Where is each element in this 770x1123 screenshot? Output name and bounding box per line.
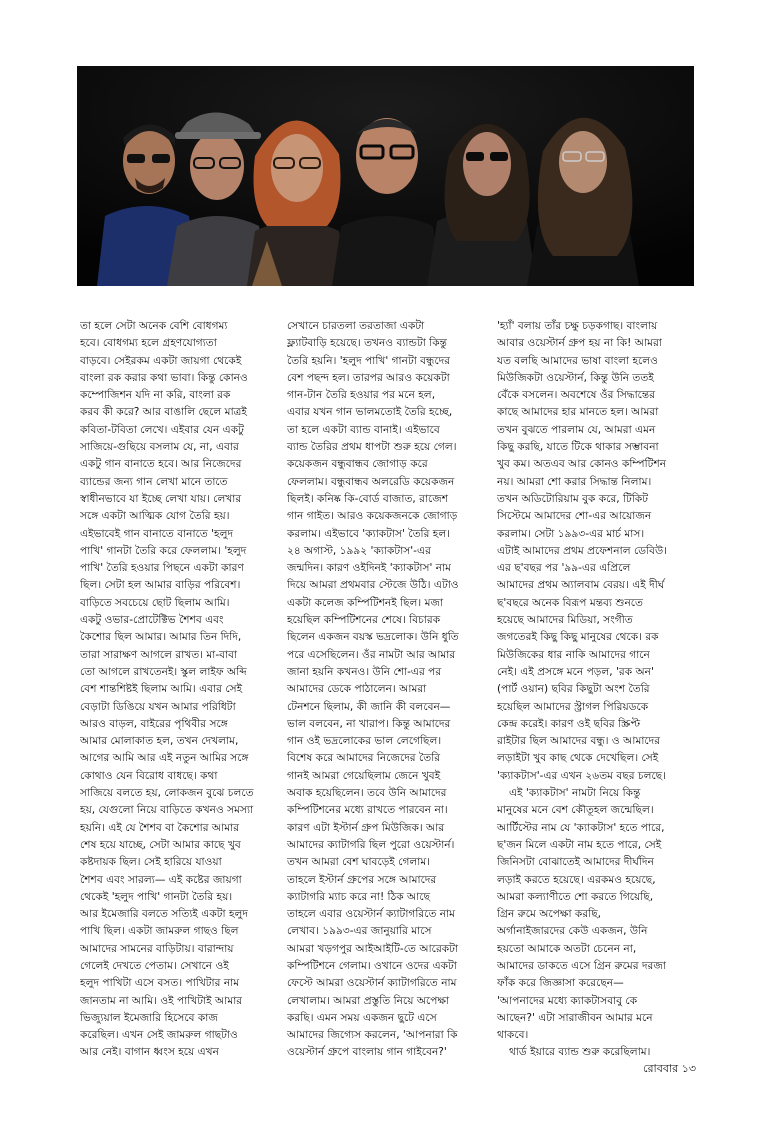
text-line: শেষ হয়ে যাচ্ছে, সেটা আমার কাছে খুব xyxy=(80,838,241,851)
text-line: মিউজিকটা ওয়েস্টার্ন, কিন্তু উনি ততই xyxy=(497,371,654,384)
text-line: সাজিয়ে বলতে হয়, লোকজন বুঝে চলতে xyxy=(80,787,254,800)
text-line: রাইটার ছিল আমাদের বন্ধু। ও আমাদের xyxy=(497,735,661,748)
text-line: হয়েছিল কম্পিটিশনের শেষে। বিচারক xyxy=(287,614,441,627)
text-line: খুব কম। অতএব আর কোনও কম্পিটিশন xyxy=(497,458,667,471)
text-line: কম্পিটিশনের মধ্যে রাখতে পারবেন না। xyxy=(287,804,448,817)
text-line: কষ্টদায়ক ছিল। সেই হারিয়ে যাওয়া xyxy=(80,856,222,869)
text-line: কিছু করছি, যাতে টিকে থাকার সম্ভাবনা xyxy=(497,441,659,454)
text-line: তাহলে ইস্টার্ন গ্রুপের সঙ্গে আমাদের xyxy=(287,873,437,886)
text-line: জগতেরই কিছু কিছু মানুষের থেকে। রক xyxy=(497,631,659,644)
text-line: গান গাইত। আরও কয়েকজনকে জোগাড় xyxy=(287,510,458,523)
text-line: গান-টান তৈরি হওয়ার পর মনে হল, xyxy=(287,389,436,402)
text-column-1 xyxy=(80,318,271,1062)
text-line: আছেন?' এটা সারাজীবন আমার মনে xyxy=(497,1011,653,1024)
text-line: এটাই আমাদের প্রথম প্রফেশনাল ডেবিউ। xyxy=(497,544,668,557)
text-line: বাড়বে। সেইরকম একটা জায়গা থেকেই xyxy=(80,354,242,367)
text-line: গেলেই দেখতে পেতাম। সেখানে ওই xyxy=(80,959,229,972)
text-line: তো আগলে রাখতেনই। স্কুল লাইফ অব্দি xyxy=(80,665,247,678)
text-line: গান ওই ভদ্রলোকের ভাল লেগেছিল। xyxy=(287,735,442,748)
band-member-3 xyxy=(247,120,347,286)
text-line: তখন আমরা বেশ ঘাবড়েই গেলাম। xyxy=(287,856,431,869)
text-line: লেখাব। ১৯৯৩-এর জানুয়ারি মাসে xyxy=(287,925,432,938)
text-line: আর্টিস্টের নাম যে 'ক্যাকটাস' হতে পারে, xyxy=(497,821,665,834)
text-line: ক্যাটাগরি ম্যাচ করে না! ঠিক আছে xyxy=(287,890,431,903)
text-line: আমাদের ক্যাটাগরি ছিল পুরো ওয়েস্টার্ন। xyxy=(287,838,455,851)
text-line: ভাল বলবেন, না খারাপ। কিন্তু আমাদের xyxy=(287,717,451,730)
text-line: এই 'ক্যাকটাস' নামটা নিয়ে কিন্তু xyxy=(509,787,641,800)
text-line: হয়, যেগুলো নিয়ে বাড়িতে কখনও সমস্যা xyxy=(80,804,254,817)
text-line: আবার ওয়েস্টার্ন গ্রুপ হয় না কি! আমরা xyxy=(497,337,662,350)
text-line: 'আপনাদের মধ্যে ক্যাকটাসবাবু কে xyxy=(497,994,638,1007)
text-line: করলাম। সেটা ১৯৯৩-এর মার্চ মাস। xyxy=(497,527,645,540)
text-line: থেকেই 'হলুদ পাখি' গানটা তৈরি হয়। xyxy=(80,890,233,903)
text-line: সেখানে চারতলা তরতাজা একটা xyxy=(287,320,425,332)
text-line: কারণ এটা ইস্টার্ন গ্রুপ মিউজিক। আর xyxy=(287,821,445,834)
text-line: তা হলে সেটা অনেক বেশি বোধগম্য xyxy=(80,320,228,332)
text-line: ভিজ্যুয়াল ইমেজারি হিসেবে কাজ xyxy=(80,1011,218,1024)
text-line: 'হ্যাঁ' বলায় তাঁর চক্ষু চড়কগাছ। বাংলায় xyxy=(497,320,658,332)
text-line: এর ছ'বছর পর '৯৯-এর এপ্রিলে xyxy=(497,562,631,575)
band-photo xyxy=(77,66,694,286)
text-line: নয়। আমরা শো করার সিদ্ধান্ত নিলাম। xyxy=(497,475,652,488)
text-line: অবাক হয়েছিলেন। তবে উনি আমাদের xyxy=(287,787,447,800)
text-line: জানা হয়নি কখনও। উনি শো-এর পর xyxy=(287,665,442,678)
text-line: পরে এসেছিলেন। ওঁর নামটা আর আমার xyxy=(287,648,456,661)
text-line: অর্গানাইজারদের কেউ একজন, উনি xyxy=(497,925,648,938)
text-line: আমার মোলাকাত হল, তখন দেখলাম, xyxy=(80,735,239,748)
text-line: টেনশনে ছিলাম, কী জানি কী বলবেন— xyxy=(287,700,451,713)
text-line: একটু ওভার-প্রোটেক্টিভ শৈশব এবং xyxy=(80,614,224,627)
text-line: ছ'জন মিলে একটা নাম হতে পারে, সেই xyxy=(497,838,662,851)
text-line: ওয়েস্টার্ন গ্রুপে বাংলায় গান গাইবেন?' xyxy=(287,1046,447,1059)
text-line: 'ক্যাকটাস'-এর এখন ২৬তম বছর চলছে। xyxy=(497,769,666,782)
text-line: তারা সারাক্ষণ আগলে রাখত। মা-বাবা xyxy=(80,648,238,661)
text-line: একটু গান বানাতে হবে। আর নিজেদের xyxy=(80,458,242,471)
page-folio: রোববার ১৩ xyxy=(643,1062,696,1075)
text-line: আমরা খড়গপুর আইআইটি-তে আরেকটা xyxy=(287,942,459,955)
text-line: লড়াই করতে হয়েছে। এরকমও হয়েছে, xyxy=(497,873,656,886)
text-line: হয়েছিল আমাদের স্ট্রাগল পিরিয়ডকে xyxy=(497,700,649,713)
text-line: কম্পিটিশনে গেলাম। ওখানে ওদের একটা xyxy=(287,959,457,972)
text-line: করলাম। এইভাবে 'ক্যাকটাস' তৈরি হল। xyxy=(287,527,451,540)
text-line: কবিতা-টবিতা লেখে। এইবার যেন একটু xyxy=(80,423,244,436)
text-line: আমাদের ডেকে পাঠালেন। আমরা xyxy=(287,683,427,696)
text-line: জন্মদিন। কারণ ওইদিনই 'ক্যাকটাস' নাম xyxy=(287,562,452,575)
text-line: ছিল। সেটা হল আমার বাড়ির পরিবেশ। xyxy=(80,579,241,592)
text-line: পাখি' তৈরি হওয়ার পিছনে একটা কারণ xyxy=(80,562,244,575)
text-line: নেই। এই প্রসঙ্গে মনে পড়ল, 'রক অন' xyxy=(497,665,654,678)
text-line: সঙ্গে একটা আত্মিক যোগ তৈরি হয়। xyxy=(80,510,230,523)
text-line: কৈশোর ছিল আমার। আমার তিন দিদি, xyxy=(80,631,242,644)
text-line: হলুদ পাখিটা এসে বসত। পাখিটার নাম xyxy=(80,977,240,990)
text-line: পাখি' গানটা তৈরি করে ফেললাম। 'হলুদ xyxy=(80,544,247,557)
text-line: লেখালাম। আমরা প্রস্তুতি নিয়ে অপেক্ষা xyxy=(287,994,450,1007)
text-line: থার্ড ইয়ারে ব্যান্ড শুরু করেছিলাম। xyxy=(509,1046,651,1059)
text-line: শৈশব এবং সারল্য— এই কষ্টের জায়গা xyxy=(80,873,242,886)
text-line: একটা কলেজ কম্পিটিশনই ছিল। মজা xyxy=(287,596,444,609)
text-line: কয়েকজন বন্ধুবান্ধব জোগাড় করে xyxy=(287,458,428,471)
text-line: ব্যান্ডের জন্য গান লেখা মানে তাতে xyxy=(80,475,228,488)
text-line: আগের আমি আর এই নতুন আমির সঙ্গে xyxy=(80,752,249,765)
text-line: ফেললাম। বন্ধুবান্ধব অলরেডি কয়েকজন xyxy=(287,475,455,488)
text-line: ছ'বছরে অনেক বিরূপ মন্তব্য শুনতে xyxy=(497,596,644,609)
text-line: তৈরি হয়নি। 'হলুদ পাখি' গানটা বন্ধুদের xyxy=(287,354,451,367)
text-line: যত বলছি আমাদের ভাষা বাংলা হলেও xyxy=(497,354,658,367)
text-line: আরও বাড়ল, বাইরের পৃথিবীর সঙ্গে xyxy=(80,717,228,730)
text-line: জিনিসটা বোঝাতেই আমাদের দীর্ঘদিন xyxy=(497,856,654,869)
text-line: ব্যান্ড তৈরির প্রথম ধাপটা শুরু হয়ে গেল। xyxy=(287,441,457,454)
text-line: আমাদের জিগ্যেস করলেন, 'আপনারা কি xyxy=(287,1029,458,1042)
text-line: আর ইমেজারি বলতে সত্যিই একটা হলুদ xyxy=(80,908,248,921)
text-line: তা হলে একটা ব্যান্ড বানাই। এইভাবে xyxy=(287,423,440,436)
text-line: আমরা কল্যাণীতে শো করতে গিয়েছি, xyxy=(497,890,654,903)
text-column-2 xyxy=(287,318,483,1062)
text-line: বাড়িতে সবচেয়ে ছোট ছিলাম আমি। xyxy=(80,596,230,609)
text-line: এইভাবেই গান বানাতে বানাতে 'হলুদ xyxy=(80,527,234,540)
text-line: আমাদের সামনের বাড়িটায়। বারান্দায় xyxy=(80,942,234,955)
text-line: কাছে আমাদের হার মানতে হল। আমরা xyxy=(497,406,659,419)
text-line: তাহলে এবার ওয়েস্টার্ন ক্যাটাগরিতে নাম xyxy=(287,908,456,921)
text-line: মিউজিকের ধার নাকি আমাদের গানে xyxy=(497,648,650,661)
text-line: হয়নি। এই যে শৈশব বা কৈশোর আমার xyxy=(80,821,240,834)
text-column-3 xyxy=(497,318,693,1062)
text-line: জানতাম না আমি। ওই পাখিটাই আমার xyxy=(80,994,243,1007)
text-line: সাজিয়ে-গুছিয়ে বসলাম যে, না, এবার xyxy=(80,441,239,454)
text-line: পাখি ছিল। একটা জামরুল গাছও ছিল xyxy=(80,925,239,938)
text-line: সিস্টেমে আমাদের শো-এর আয়োজন xyxy=(497,510,652,523)
text-line: হবে। বোধগম্য হলে গ্রহণযোগ্যতা xyxy=(80,337,217,350)
text-line: ফ্ল্যাটবাড়ি হয়েছে। তখনও ব্যান্ডটা কিন্তু xyxy=(287,337,447,350)
text-line: করছি। এমন সময় একজন ছুটে এসে xyxy=(287,1011,437,1024)
text-line: বিশেষ করে আমাদের নিজেদের তৈরি xyxy=(287,752,441,765)
text-line: এবার যখন গান ভালমতোই তৈরি হচ্ছে, xyxy=(287,406,453,419)
text-line: বাংলা রক করার কথা ভাবা। কিন্তু কোনও xyxy=(80,371,248,384)
text-line: আমাদের প্রথম অ্যালবাম বেরয়। এই দীর্ঘ xyxy=(497,579,665,592)
text-line: গানই আমরা গেয়েছিলাম জেনে খুবই xyxy=(287,769,441,782)
text-line: (পার্ট ওয়ান) ছবির কিছুটা অংশ তৈরি xyxy=(497,683,650,696)
text-line: থাকবে। xyxy=(497,1029,529,1042)
text-line: বেড়াটা ডিঙিয়ে যখন আমার পরিধিটা xyxy=(80,700,236,713)
text-line: হয়েছে আমাদের মিডিয়া, সংগীত xyxy=(497,614,633,627)
text-line: ফেস্টে আমরা ওয়েস্টার্ন ক্যাটাগরিতে নাম xyxy=(287,977,457,990)
text-line: বেঁকে বসলেন। অবশেষে ওঁর সিদ্ধান্তের xyxy=(497,389,656,402)
text-line: কম্পোজিশন যদি না করি, বাংলা রক xyxy=(80,389,231,402)
text-line: তখন অডিটোরিয়াম বুক করে, টিকিট xyxy=(497,492,649,505)
text-line: হয়তো আমাকে অতটা চেনেন না, xyxy=(497,942,637,955)
text-line: আর নেই। বাগান ধ্বংস হয়ে এখন xyxy=(80,1046,219,1059)
text-line: করেছিল। এখন সেই জামরুল গাছটাও xyxy=(80,1029,238,1042)
text-line: লড়াইটা খুব কাছ থেকে দেখেছিল। সেই xyxy=(497,752,659,765)
text-line: ছিলই। কনিষ্ক কি-বোর্ড বাজাত, রাজেশ xyxy=(287,492,449,505)
text-line: বেশ শান্তশিষ্টই ছিলাম আমি। এবার সেই xyxy=(80,683,243,696)
text-line: স্বাধীনভাবে যা ইচ্ছে লেখা যায়। লেখার xyxy=(80,492,242,505)
text-line: আমাদের ডাকতে এসে গ্রিন রুমের দরজা xyxy=(497,959,666,972)
text-line: কেন্দ্র করেই। কারণ ওই ছবির স্ক্রিপ্ট xyxy=(497,717,641,730)
text-line: গ্রিন রুমে অপেক্ষা করছি, xyxy=(497,908,601,921)
text-line: কোথাও যেন বিরোধ বাধছে। কথা xyxy=(80,769,218,782)
text-line: ২৪ অগাস্ট, ১৯৯২ 'ক্যাকটাস'-এর xyxy=(287,544,431,557)
text-line: ফাঁক করে জিজ্ঞাসা করেছেন— xyxy=(497,977,624,990)
text-line: তখন বুঝতে পারলাম যে, আমরা এমন xyxy=(497,423,656,436)
text-line: করব কী করে? আর বাঙালি ছেলে মাত্রই xyxy=(80,406,247,419)
text-line: ছিলেন একজন বয়স্ক ভদ্রলোক। উনি ধুতি xyxy=(287,631,459,644)
text-line: মানুষের মনে বেশ কৌতূহল জন্মেছিল। xyxy=(497,804,654,817)
text-line: দিয়ে আমরা প্রথমবার স্টেজে উঠি। এটাও xyxy=(287,579,459,592)
text-line: বেশ পছন্দ হল। তারপর আরও কয়েকটা xyxy=(287,371,450,384)
